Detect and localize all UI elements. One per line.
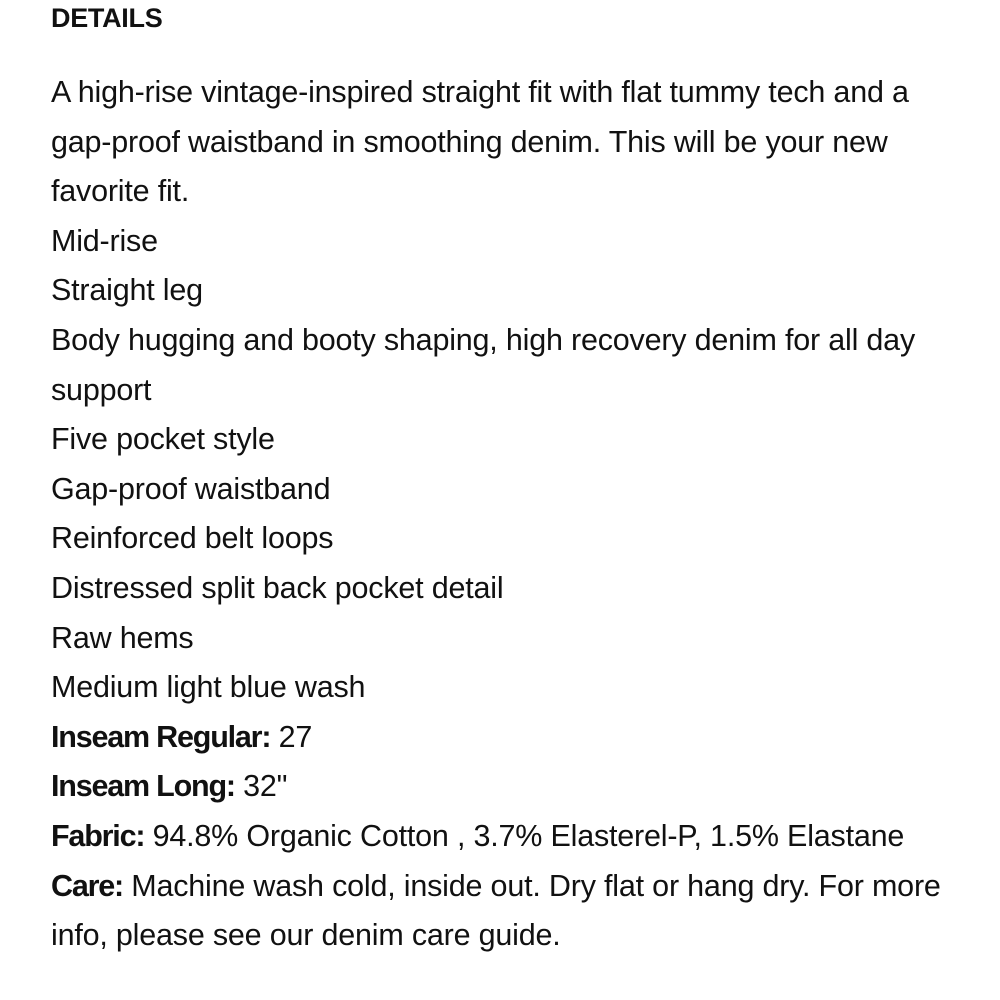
feature-item-body-hugging: Body hugging and booty shaping, high recovery denim for all day support	[51, 322, 915, 407]
feature-item-straight-leg: Straight leg	[51, 273, 203, 308]
spec-label: Inseam Regular:	[51, 719, 271, 754]
spec-value: 27	[278, 719, 313, 754]
feature-list	[51, 217, 960, 713]
feature-item-belt-loops: Reinforced belt loops	[51, 521, 334, 556]
spec-label: Inseam Long:	[51, 769, 235, 804]
feature-item-mid-rise: Mid-rise	[51, 223, 158, 258]
feature-item-raw-hems: Raw hems	[51, 620, 194, 655]
spec-inseam-long	[51, 762, 960, 812]
feature-item-back-pocket-detail: Distressed split back pocket detail	[51, 570, 504, 605]
spec-value: Machine wash cold, inside out. Dry flat or hang dry. For more info, please see our denim care guide.	[51, 868, 941, 953]
spec-fabric	[51, 812, 960, 862]
spec-value: 94.8% Organic Cotton , 3.7% Elasterel-P, 1.5% Elastane	[152, 818, 905, 853]
feature-item-wash: Medium light blue wash	[51, 670, 366, 705]
feature-item-five-pocket: Five pocket style	[51, 422, 275, 457]
spec-care	[51, 862, 960, 961]
spec-label: Care:	[51, 868, 123, 903]
product-description: A high-rise vintage-inspired straight fit with flat tummy tech and a gap-proof waistband in smoothing denim. This will be your new favorite fit.	[51, 75, 909, 209]
feature-item-gap-proof-waistband: Gap-proof waistband	[51, 471, 331, 506]
spec-inseam-regular	[51, 713, 960, 763]
spec-value: 32"	[243, 769, 288, 804]
spec-label: Fabric:	[51, 818, 145, 853]
details-heading: DETAILS	[51, 3, 163, 33]
